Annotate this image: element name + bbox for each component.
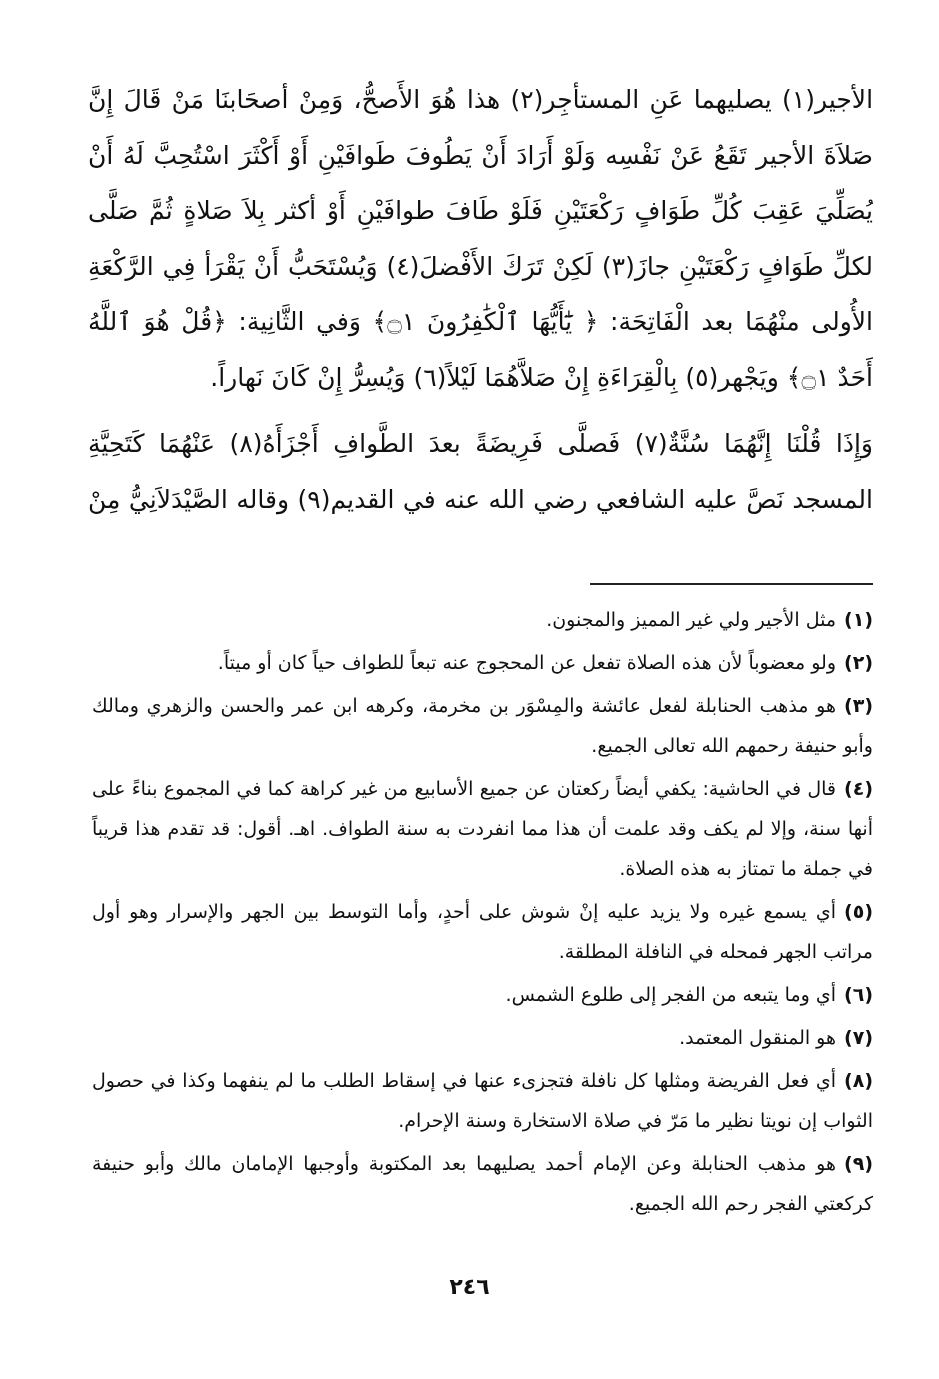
footnote-number: (٣): [844, 695, 873, 717]
footnote-number: (٢): [844, 652, 873, 674]
footnote-text: هو المنقول المعتمد.: [679, 1027, 837, 1049]
footnote-number: (٨): [844, 1070, 873, 1092]
footnote: [92, 892, 873, 972]
footnote-text: أي فعل الفريضة ومثلها كل نافلة فتجزىء عنها في إسقاط الطلب ما لم ينفهما وكذا في حصول الثواب إن نويتا نظير ما مَرّ في صلاة الاستخارة وسنة الإحرام.: [92, 1070, 873, 1132]
footnote-text: هو مذهب الحنابلة وعن الإمام أحمد يصليهما بعد المكتوبة وأوجبها الإمامان مالك وأبو حنيفة كركعتي الفجر رحم الله الجميع.: [92, 1153, 873, 1215]
footnote-number: (١): [844, 609, 873, 631]
main-line: المسجد نَصَّ عليه الشافعي رضي الله عنه في القديم(٩) وقاله الصَّيْدَلاَنِيُّ مِنْ: [88, 484, 873, 514]
footnote: [92, 1061, 873, 1141]
main-line: يُصَلِّيَ عَقِبَ كُلِّ طَوَافٍ رَكْعَتَيْنِ فَلَوْ طَافَ طوافَيْنِ أَوْ أكثر بِلاَ صَلاةٍ ثُمَّ صَلَّى: [88, 196, 873, 225]
footnote-text: ولو معضوباً لأن هذه الصلاة تفعل عن المحجوج عنه تبعاً للطواف حياً كان أو ميتاً.: [217, 652, 837, 674]
footnote-number: (٦): [844, 984, 873, 1006]
footnote: [92, 1144, 873, 1224]
footnotes-block: [92, 600, 873, 1224]
footnote-text: أي يسمع غيره ولا يزيد عليه إنْ شوش على أحدٍ، وأما التوسط بين الجهر والإسرار وهو أول مراتب الجهر فمحله في النافلة المطلقة.: [92, 901, 873, 963]
footnote: [92, 600, 873, 640]
main-paragraph-2: [88, 416, 873, 527]
footnote-number: (٤): [844, 778, 873, 800]
footnote-text: أي وما يتبعه من الفجر إلى طلوع الشمس.: [505, 984, 837, 1006]
footnote-separator: [590, 583, 873, 585]
footnote-text: مثل الأجير ولي غير المميز والمجنون.: [546, 609, 837, 631]
footnote-text: قال في الحاشية: يكفي أيضاً ركعتان عن جميع الأسابيع من غير كراهة كما في المجموع بناءً على أنها سنة، وإلا لم يكف وقد علمت أن هذا مما انفردت به سنة الطواف. اهـ. أقول: قد تقدم هذا قريباً في جملة ما تمتاز به هذه الصلاة.: [92, 778, 873, 880]
main-line: وَإِذَا قُلْنَا إِنَّهُمَا سُنَّةٌ(٧) فَصلَّى فَرِيضَةً بعدَ الطَّوافِ أَجْزَأَهُ(٨) عَنْهُمَا كَتَحِيَّةِ: [88, 429, 873, 458]
footnote: [92, 686, 873, 766]
main-line: لكلِّ طَوَافٍ رَكْعَتَيْنِ جازَ(٣) لَكِنْ تَرَكَ الأَفْضلَ(٤) وَيُسْتَحَبُّ أَنْ يَقْرَأ فِي الرَّكْعَةِ: [88, 251, 873, 281]
footnote-number: (٧): [844, 1027, 873, 1049]
footnote: [92, 769, 873, 889]
main-line: أَحَدٌ ۝١﴾ ويَجْهر(٥) بِالْقِرَاءَةِ إِنْ صَلاَّهُمَا لَيْلاً(٦) وَيُسِرُّ إِنْ كَانَ نَهاراً.: [210, 362, 873, 392]
footnote: [92, 1018, 873, 1058]
main-text-block: [88, 72, 873, 527]
footnote-number: (٥): [844, 901, 873, 923]
page-number: ٢٤٦: [449, 1275, 490, 1300]
footnote: [92, 975, 873, 1015]
main-line: الأجير(١) يصليهما عَنِ المستأجِر(٢) هذا هُوَ الأَصحُّ، وَمِنْ أصحَابنَا مَنْ قَالَ إِنَّ: [88, 85, 873, 114]
footnote: [92, 643, 873, 683]
main-line: صَلاَةَ الأجير تَقَعُ عَنْ نَفْسِه وَلَوْ أَرَادَ أَنْ يَطُوفَ طَوافَيْنِ أَوْ أَكْثَرَ اسْتُحِبَّ لَهُ أَنْ: [88, 140, 873, 170]
footnote-text: هو مذهب الحنابلة لفعل عائشة والمِسْوَر بن مخرمة، وكرهه ابن عمر والحسن والزهري ومالك وأبو حنيفة رحمهم الله تعالى الجميع.: [92, 695, 873, 757]
main-line: الأُولى منْهُمَا بعد الْفَاتِحَة: ﴿ يَٰٓأَيُّهَا ٱلْكَٰفِرُونَ ۝١﴾ وَفي الثَّانِية: ﴿قُلْ هُوَ ٱللَّهُ: [88, 307, 873, 336]
footnote-number: (٩): [844, 1153, 873, 1175]
main-paragraph-1: [88, 72, 873, 405]
